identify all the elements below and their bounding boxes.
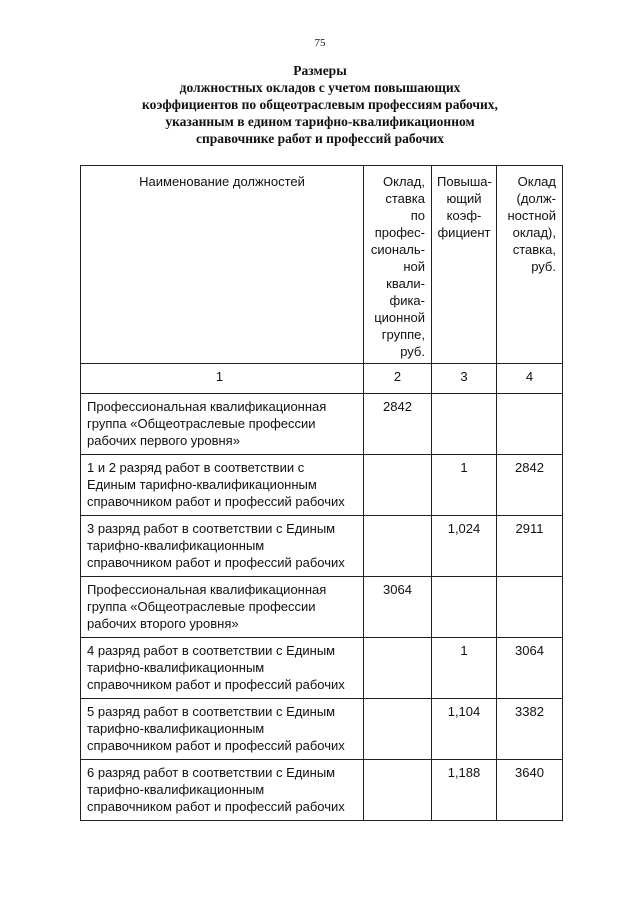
column-number: 2 <box>364 364 432 394</box>
position-name-line: группа «Общеотраслевые профессии <box>87 599 316 614</box>
coefficient-cell <box>432 394 497 455</box>
group-salary-cell: 3064 <box>364 577 432 638</box>
position-name-line: Единым тарифно-квалификационным <box>87 477 317 492</box>
position-name-line: Профессиональная квалификационная <box>87 399 327 414</box>
salary-cell: 3382 <box>497 699 563 760</box>
column-number: 3 <box>432 364 497 394</box>
salary-cell: 2842 <box>497 455 563 516</box>
column-number-row <box>81 364 563 394</box>
header-salary: Оклад (долж- ностной оклад), ставка, руб. <box>497 166 563 364</box>
group-salary-cell <box>364 760 432 821</box>
header-group-salary: Оклад, ставка по профес- сиональ- ной квали- фика- ционной группе, руб. <box>364 166 432 364</box>
header-coefficient: Повыша- ющий коэф- фициент <box>432 166 497 364</box>
page-number: 75 <box>314 37 326 49</box>
table-row <box>81 699 563 760</box>
position-name-line: 1 и 2 разряд работ в соответствии с <box>87 460 305 475</box>
position-name-cell <box>81 455 364 516</box>
table-row <box>81 638 563 699</box>
position-name-cell <box>81 638 364 699</box>
coefficient-cell: 1 <box>432 638 497 699</box>
position-name-line: рабочих второго уровня» <box>87 616 239 631</box>
table-row <box>81 577 563 638</box>
position-name-line: 3 разряд работ в соответствии с Единым <box>87 521 336 536</box>
coefficient-cell <box>432 577 497 638</box>
position-name-cell <box>81 760 364 821</box>
column-number: 1 <box>81 364 364 394</box>
document-title <box>0 62 640 147</box>
position-name-line: справочником работ и профессий рабочих <box>87 738 345 753</box>
group-salary-cell <box>364 638 432 699</box>
coefficient-cell: 1,188 <box>432 760 497 821</box>
title-line: должностных окладов с учетом повышающих <box>179 80 461 95</box>
position-name-line: тарифно-квалификационным <box>87 538 265 553</box>
position-name-cell <box>81 699 364 760</box>
group-salary-cell <box>364 516 432 577</box>
table-header-row <box>81 166 563 364</box>
salary-table <box>80 165 563 821</box>
position-name-line: справочником работ и профессий рабочих <box>87 494 345 509</box>
position-name-line: 6 разряд работ в соответствии с Единым <box>87 765 336 780</box>
position-name-line: 4 разряд работ в соответствии с Единым <box>87 643 336 658</box>
salary-cell <box>497 394 563 455</box>
position-name-line: справочником работ и профессий рабочих <box>87 799 345 814</box>
position-name-line: группа «Общеотраслевые профессии <box>87 416 316 431</box>
position-name-line: 5 разряд работ в соответствии с Единым <box>87 704 336 719</box>
table-row <box>81 455 563 516</box>
title-line: коэффициентов по общеотраслевым профессиям рабочих, <box>142 97 498 112</box>
title-line: указанным в едином тарифно-квалификационном <box>165 114 475 129</box>
group-salary-cell: 2842 <box>364 394 432 455</box>
position-name-cell <box>81 516 364 577</box>
position-name-line: тарифно-квалификационным <box>87 721 265 736</box>
salary-cell: 3064 <box>497 638 563 699</box>
group-salary-cell <box>364 699 432 760</box>
salary-cell: 3640 <box>497 760 563 821</box>
position-name-cell <box>81 577 364 638</box>
position-name-line: Профессиональная квалификационная <box>87 582 327 597</box>
column-number: 4 <box>497 364 563 394</box>
salary-cell: 2911 <box>497 516 563 577</box>
position-name-line: справочником работ и профессий рабочих <box>87 677 345 692</box>
title-line: Размеры <box>293 63 347 78</box>
position-name-line: тарифно-квалификационным <box>87 660 265 675</box>
table-row <box>81 516 563 577</box>
coefficient-cell: 1 <box>432 455 497 516</box>
group-salary-cell <box>364 455 432 516</box>
table-row <box>81 394 563 455</box>
salary-cell <box>497 577 563 638</box>
position-name-line: рабочих первого уровня» <box>87 433 240 448</box>
header-position-name: Наименование должностей <box>81 166 364 364</box>
title-line: справочнике работ и профессий рабочих <box>196 131 444 146</box>
position-name-cell <box>81 394 364 455</box>
coefficient-cell: 1,024 <box>432 516 497 577</box>
coefficient-cell: 1,104 <box>432 699 497 760</box>
table-row <box>81 760 563 821</box>
position-name-line: тарифно-квалификационным <box>87 782 265 797</box>
position-name-line: справочником работ и профессий рабочих <box>87 555 345 570</box>
